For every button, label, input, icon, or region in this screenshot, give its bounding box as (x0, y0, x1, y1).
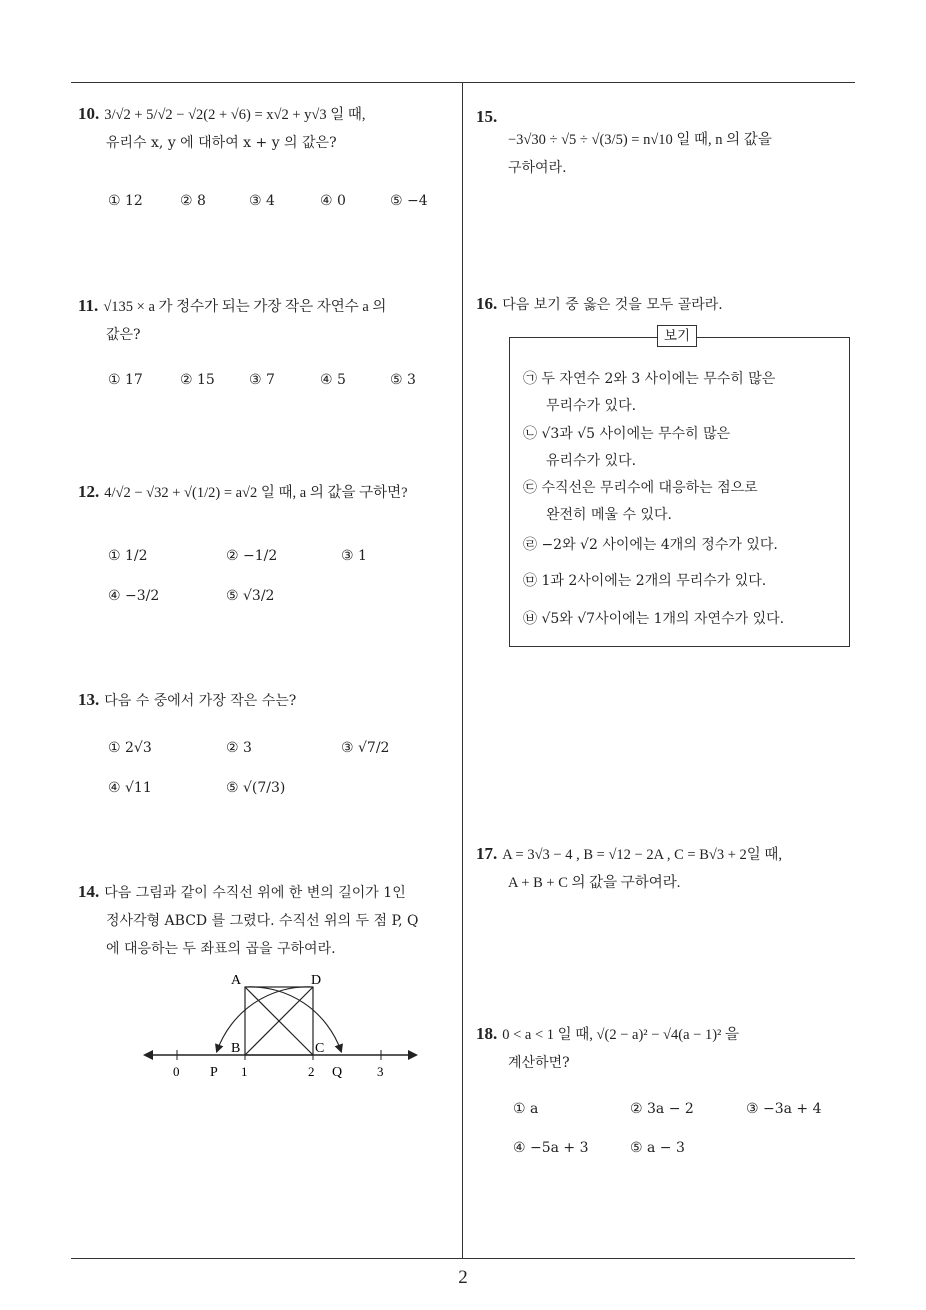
vertex-a: A (231, 973, 242, 988)
option[interactable]: ① 12 (108, 193, 143, 209)
bottom-rule (71, 1258, 855, 1259)
bogi-item-cont: 유리수가 있다. (546, 453, 637, 469)
option[interactable]: ⑤ √(7/3) (226, 780, 286, 796)
bogi-item: ㉠ 두 자연수 2와 3 사이에는 무수히 많은 (523, 371, 776, 387)
option[interactable]: ② 3 (226, 740, 252, 756)
question-number: 13. (78, 690, 100, 709)
bogi-item: ㉤ 1과 2사이에는 2개의 무리수가 있다. (523, 573, 767, 589)
question-number: 10. (78, 104, 100, 123)
question-17 (476, 840, 861, 897)
option[interactable]: ② 8 (180, 193, 206, 209)
option[interactable]: ③ 4 (249, 193, 275, 209)
question-17-line1: A = 3√3 − 4 , B = √12 − 2A , C = B√3 + 2일 때, (502, 847, 783, 863)
question-number: 15. (476, 107, 498, 126)
question-14-line3: 에 대응하는 두 좌표의 곱을 구하여라. (106, 941, 336, 957)
question-17-line2: A + B + C 의 값을 구하여라. (508, 875, 681, 891)
bogi-title: 보기 (657, 325, 697, 347)
question-14 (78, 878, 458, 963)
bogi-item: ㉥ √5와 √7사이에는 1개의 자연수가 있다. (523, 611, 785, 627)
question-number: 16. (476, 294, 498, 313)
bogi-item-cont: 완전히 메울 수 있다. (546, 507, 672, 523)
question-13-text: 다음 수 중에서 가장 작은 수는? (104, 693, 297, 709)
axis-label-2: 2 (308, 1064, 315, 1079)
option[interactable]: ④ 0 (320, 193, 346, 209)
question-11 (78, 292, 453, 349)
option[interactable]: ④ 5 (320, 372, 346, 388)
question-10 (78, 100, 453, 157)
question-number: 11. (78, 296, 99, 315)
question-18 (476, 1020, 861, 1077)
option[interactable]: ⑤ a − 3 (630, 1140, 685, 1156)
question-18-line2: 계산하면? (508, 1055, 570, 1071)
option[interactable]: ① 17 (108, 372, 143, 388)
vertex-d: D (311, 973, 322, 988)
column-divider (462, 83, 463, 1258)
question-12 (78, 478, 453, 507)
option[interactable]: ④ −3/2 (108, 588, 160, 604)
vertex-c: C (315, 1041, 325, 1056)
option[interactable]: ⑤ −4 (390, 193, 428, 209)
question-16-text: 다음 보기 중 옳은 것을 모두 골라라. (502, 297, 723, 313)
option[interactable]: ① 1/2 (108, 548, 148, 564)
option[interactable]: ③ √7/2 (341, 740, 390, 756)
option[interactable]: ① 2√3 (108, 740, 152, 756)
axis-label-p: P (210, 1065, 218, 1080)
page-number: 2 (458, 1267, 468, 1288)
question-15 (476, 103, 861, 182)
question-12-equation: 4/√2 − √32 + √(1/2) = a√2 일 때, a 의 값을 구하면? (104, 485, 408, 501)
axis-label-3: 3 (377, 1064, 384, 1079)
option[interactable]: ③ −3a + 4 (746, 1101, 822, 1117)
vertex-b: B (231, 1041, 241, 1056)
question-11-line1: √135 × a 가 정수가 되는 가장 작은 자연수 a 의 (103, 299, 387, 315)
option[interactable]: ② 3a − 2 (630, 1101, 694, 1117)
question-14-line2: 정사각형 ABCD 를 그렸다. 수직선 위의 두 점 P, Q (106, 913, 419, 929)
axis-label-1: 1 (241, 1064, 248, 1079)
top-rule (71, 82, 855, 83)
question-14-line1: 다음 그림과 같이 수직선 위에 한 변의 길이가 1인 (104, 885, 406, 901)
option[interactable]: ② 15 (180, 372, 215, 388)
option[interactable]: ⑤ √3/2 (226, 588, 275, 604)
bogi-item: ㉣ −2와 √2 사이에는 4개의 정수가 있다. (523, 537, 778, 553)
option[interactable]: ③ 1 (341, 548, 367, 564)
question-13 (78, 686, 453, 715)
question-number: 18. (476, 1024, 498, 1043)
bogi-item: ㉢ 수직선은 무리수에 대응하는 점으로 (523, 480, 758, 496)
option[interactable]: ③ 7 (249, 372, 275, 388)
question-10-stem (78, 100, 453, 129)
question-15-equation: −3√30 ÷ √5 ÷ √(3/5) = n√10 일 때, n 의 값을 (508, 132, 772, 148)
axis-right-arrow (408, 1050, 418, 1060)
axis-label-0: 0 (173, 1064, 180, 1079)
bogi-item: ㉡ √3과 √5 사이에는 무수히 많은 (523, 426, 731, 442)
option[interactable]: ④ √11 (108, 780, 152, 796)
question-number: 14. (78, 882, 100, 901)
axis-left-arrow (143, 1050, 153, 1060)
question-10-equation: 3/√2 + 5/√2 − √2(2 + √6) = x√2 + y√3 일 때, (104, 107, 366, 123)
question-15-line2: 구하여라. (508, 160, 567, 176)
question-number: 17. (476, 844, 498, 863)
option[interactable]: ⑤ 3 (390, 372, 416, 388)
question-10-text: 유리수 x, y 에 대하여 x + y 의 값은? (106, 135, 337, 151)
question-11-line2: 값은? (106, 327, 141, 343)
number-line-figure (135, 968, 425, 1088)
option[interactable]: ② −1/2 (226, 548, 278, 564)
option[interactable]: ④ −5a + 3 (513, 1140, 589, 1156)
question-16 (476, 290, 861, 319)
bogi-item-cont: 무리수가 있다. (546, 398, 637, 414)
option[interactable]: ① a (513, 1101, 539, 1117)
axis-label-q: Q (332, 1065, 343, 1080)
question-number: 12. (78, 482, 100, 501)
question-18-line1: 0 < a < 1 일 때, √(2 − a)² − √4(a − 1)² 을 (502, 1027, 740, 1043)
